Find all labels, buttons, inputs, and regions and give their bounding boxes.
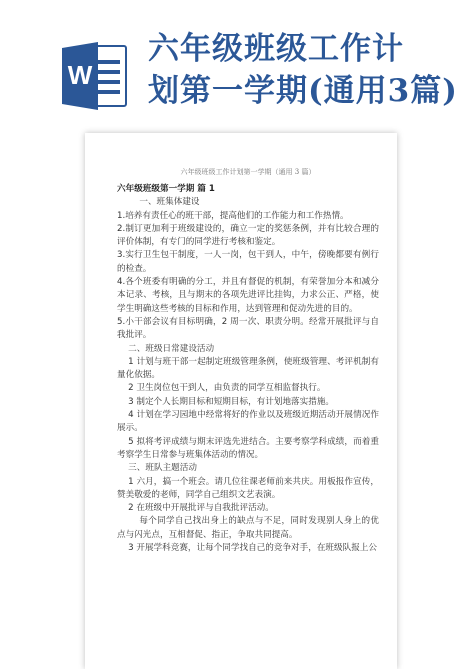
title-line-2: 划第一学期(通用3篇) [148,73,458,109]
document-title: 六年级班级第一学期 篇 1 [117,184,215,194]
document-paragraph: 2.制订更加利于班级建设的，确立一定的奖惩条例，并有比较合理的评价体制，有专门的同学进行考核和鉴定。 [117,223,379,248]
word-icon-letter: W [67,60,93,90]
document-paragraph: 三、班队主题活动 [128,463,197,474]
document-body [117,183,379,555]
document-paragraph: 一、班集体建设 [139,197,200,208]
document-header: 六年级班级工作计划第一学期（通用 3 篇） [180,168,316,176]
document-paragraph: 5 拟将考评成绩与期末评选先进结合。主要考察学科成绩，而着重考察学生日常参与班集体活动的情况。 [117,436,379,460]
document-paragraph: 5.小干部会议有目标明确，2 周一次、职责分明。经常开展批评与自我批评。 [117,316,379,341]
document-paragraph: 1 计划与班干部一起制定班级管理条例，使班级管理、考评机制有量化依据。 [117,356,379,381]
document-paragraph: 3 制定个人长期目标和短期目标，有计划地落实措施。 [128,396,335,407]
document-paragraph: 1 六月，搞一个班会。请几位往课老师前来共庆。用板报作宣传，赞美敬爱的老师，同学自己组织文艺表演。 [117,476,379,500]
document-paragraph: 2 卫生岗位包干到人，由负责的同学互相监督执行。 [128,383,326,394]
document-paragraph: 3 开展学科竞赛，让每个同学找自己的竞争对手，在班级队报上公 [128,543,377,554]
document-paragraph: 2 在班级中开展批评与自我批评活动。 [128,503,274,514]
document-paragraph: 4.各个班委有明确的分工，并且有督促的机制，有荣誉加分本和减分本记录、考核，且与期末的各项先进评比挂钩，力求公正、严格，使学生明确这些考核的目标和作用，达到管理和促动先进的目的。 [117,277,379,314]
page-title [148,28,468,112]
title-line-1: 六年级班级工作计 [148,31,404,67]
document-paragraph: 4 计划在学习园地中经常将好的作业以及班级近期活动开展情况作展示。 [117,410,379,434]
document-page [85,133,397,669]
document-paragraph: 1.培养有责任心的班干部，提高他们的工作能力和工作热情。 [117,210,349,221]
word-document-icon [62,40,128,112]
document-paragraph: 二、班级日常建设活动 [128,343,215,354]
document-paragraph: 每个同学自己找出身上的缺点与不足，同时发现别人身上的优点与闪光点，互相督促、指正，争取共同提高。 [117,516,379,540]
document-paragraph: 3.实行卫生包干制度，一人一岗，包干到人，中午，傍晚都要有例行的检查。 [117,250,379,274]
